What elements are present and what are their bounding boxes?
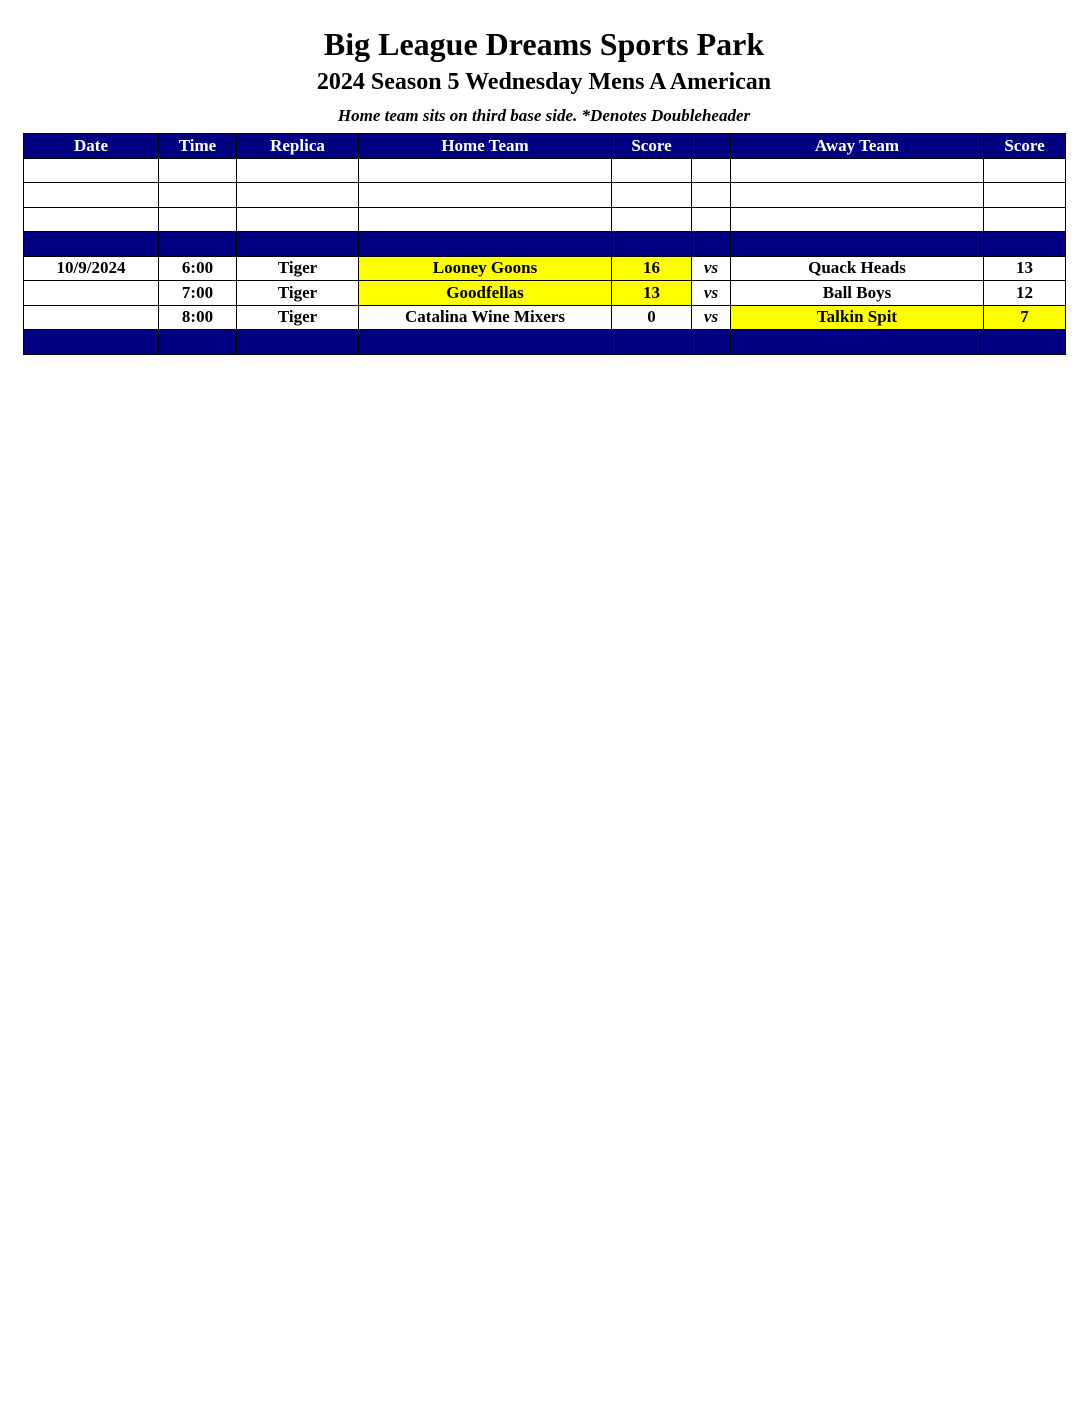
column-header-home-team: Home Team bbox=[359, 134, 612, 159]
empty-row bbox=[24, 158, 1066, 183]
away-score: 13 bbox=[984, 256, 1066, 281]
column-header-home-score: Score bbox=[612, 134, 692, 159]
game-row bbox=[24, 256, 1066, 281]
game-date bbox=[24, 281, 159, 306]
away-team: Ball Boys bbox=[731, 281, 984, 306]
vs-label: vs bbox=[692, 305, 731, 330]
separator-row bbox=[24, 330, 1066, 355]
game-date: 10/9/2024 bbox=[24, 256, 159, 281]
away-team: Talkin Spit bbox=[731, 305, 984, 330]
game-time: 7:00 bbox=[159, 281, 237, 306]
empty-row bbox=[24, 207, 1066, 232]
home-score: 13 bbox=[612, 281, 692, 306]
separator-row bbox=[24, 232, 1066, 257]
vs-label: vs bbox=[692, 281, 731, 306]
home-score: 0 bbox=[612, 305, 692, 330]
home-team: Catalina Wine Mixers bbox=[359, 305, 612, 330]
game-replica: Tiger bbox=[237, 256, 359, 281]
game-replica: Tiger bbox=[237, 281, 359, 306]
schedule-note: Home team sits on third base side. *Denotes Doubleheader bbox=[337, 106, 751, 125]
column-header-date: Date bbox=[24, 134, 159, 159]
away-score: 7 bbox=[984, 305, 1066, 330]
away-score: 12 bbox=[984, 281, 1066, 306]
league-subtitle: 2024 Season 5 Wednesday Mens A American bbox=[316, 69, 772, 95]
away-team: Quack Heads bbox=[731, 256, 984, 281]
game-row bbox=[24, 305, 1066, 330]
game-row bbox=[24, 281, 1066, 306]
column-header-vs bbox=[692, 134, 731, 159]
game-time: 8:00 bbox=[159, 305, 237, 330]
empty-row bbox=[24, 183, 1066, 208]
home-score: 16 bbox=[612, 256, 692, 281]
page-title: Big League Dreams Sports Park bbox=[323, 26, 765, 62]
game-time: 6:00 bbox=[159, 256, 237, 281]
home-team: Goodfellas bbox=[359, 281, 612, 306]
game-date bbox=[24, 305, 159, 330]
column-header-away-team: Away Team bbox=[731, 134, 984, 159]
vs-label: vs bbox=[692, 256, 731, 281]
column-header-replica: Replica bbox=[237, 134, 359, 159]
column-header-away-score: Score bbox=[984, 134, 1066, 159]
column-header-time: Time bbox=[159, 134, 237, 159]
game-replica: Tiger bbox=[237, 305, 359, 330]
header-row bbox=[24, 134, 1066, 159]
home-team: Looney Goons bbox=[359, 256, 612, 281]
schedule-table bbox=[23, 133, 1066, 355]
